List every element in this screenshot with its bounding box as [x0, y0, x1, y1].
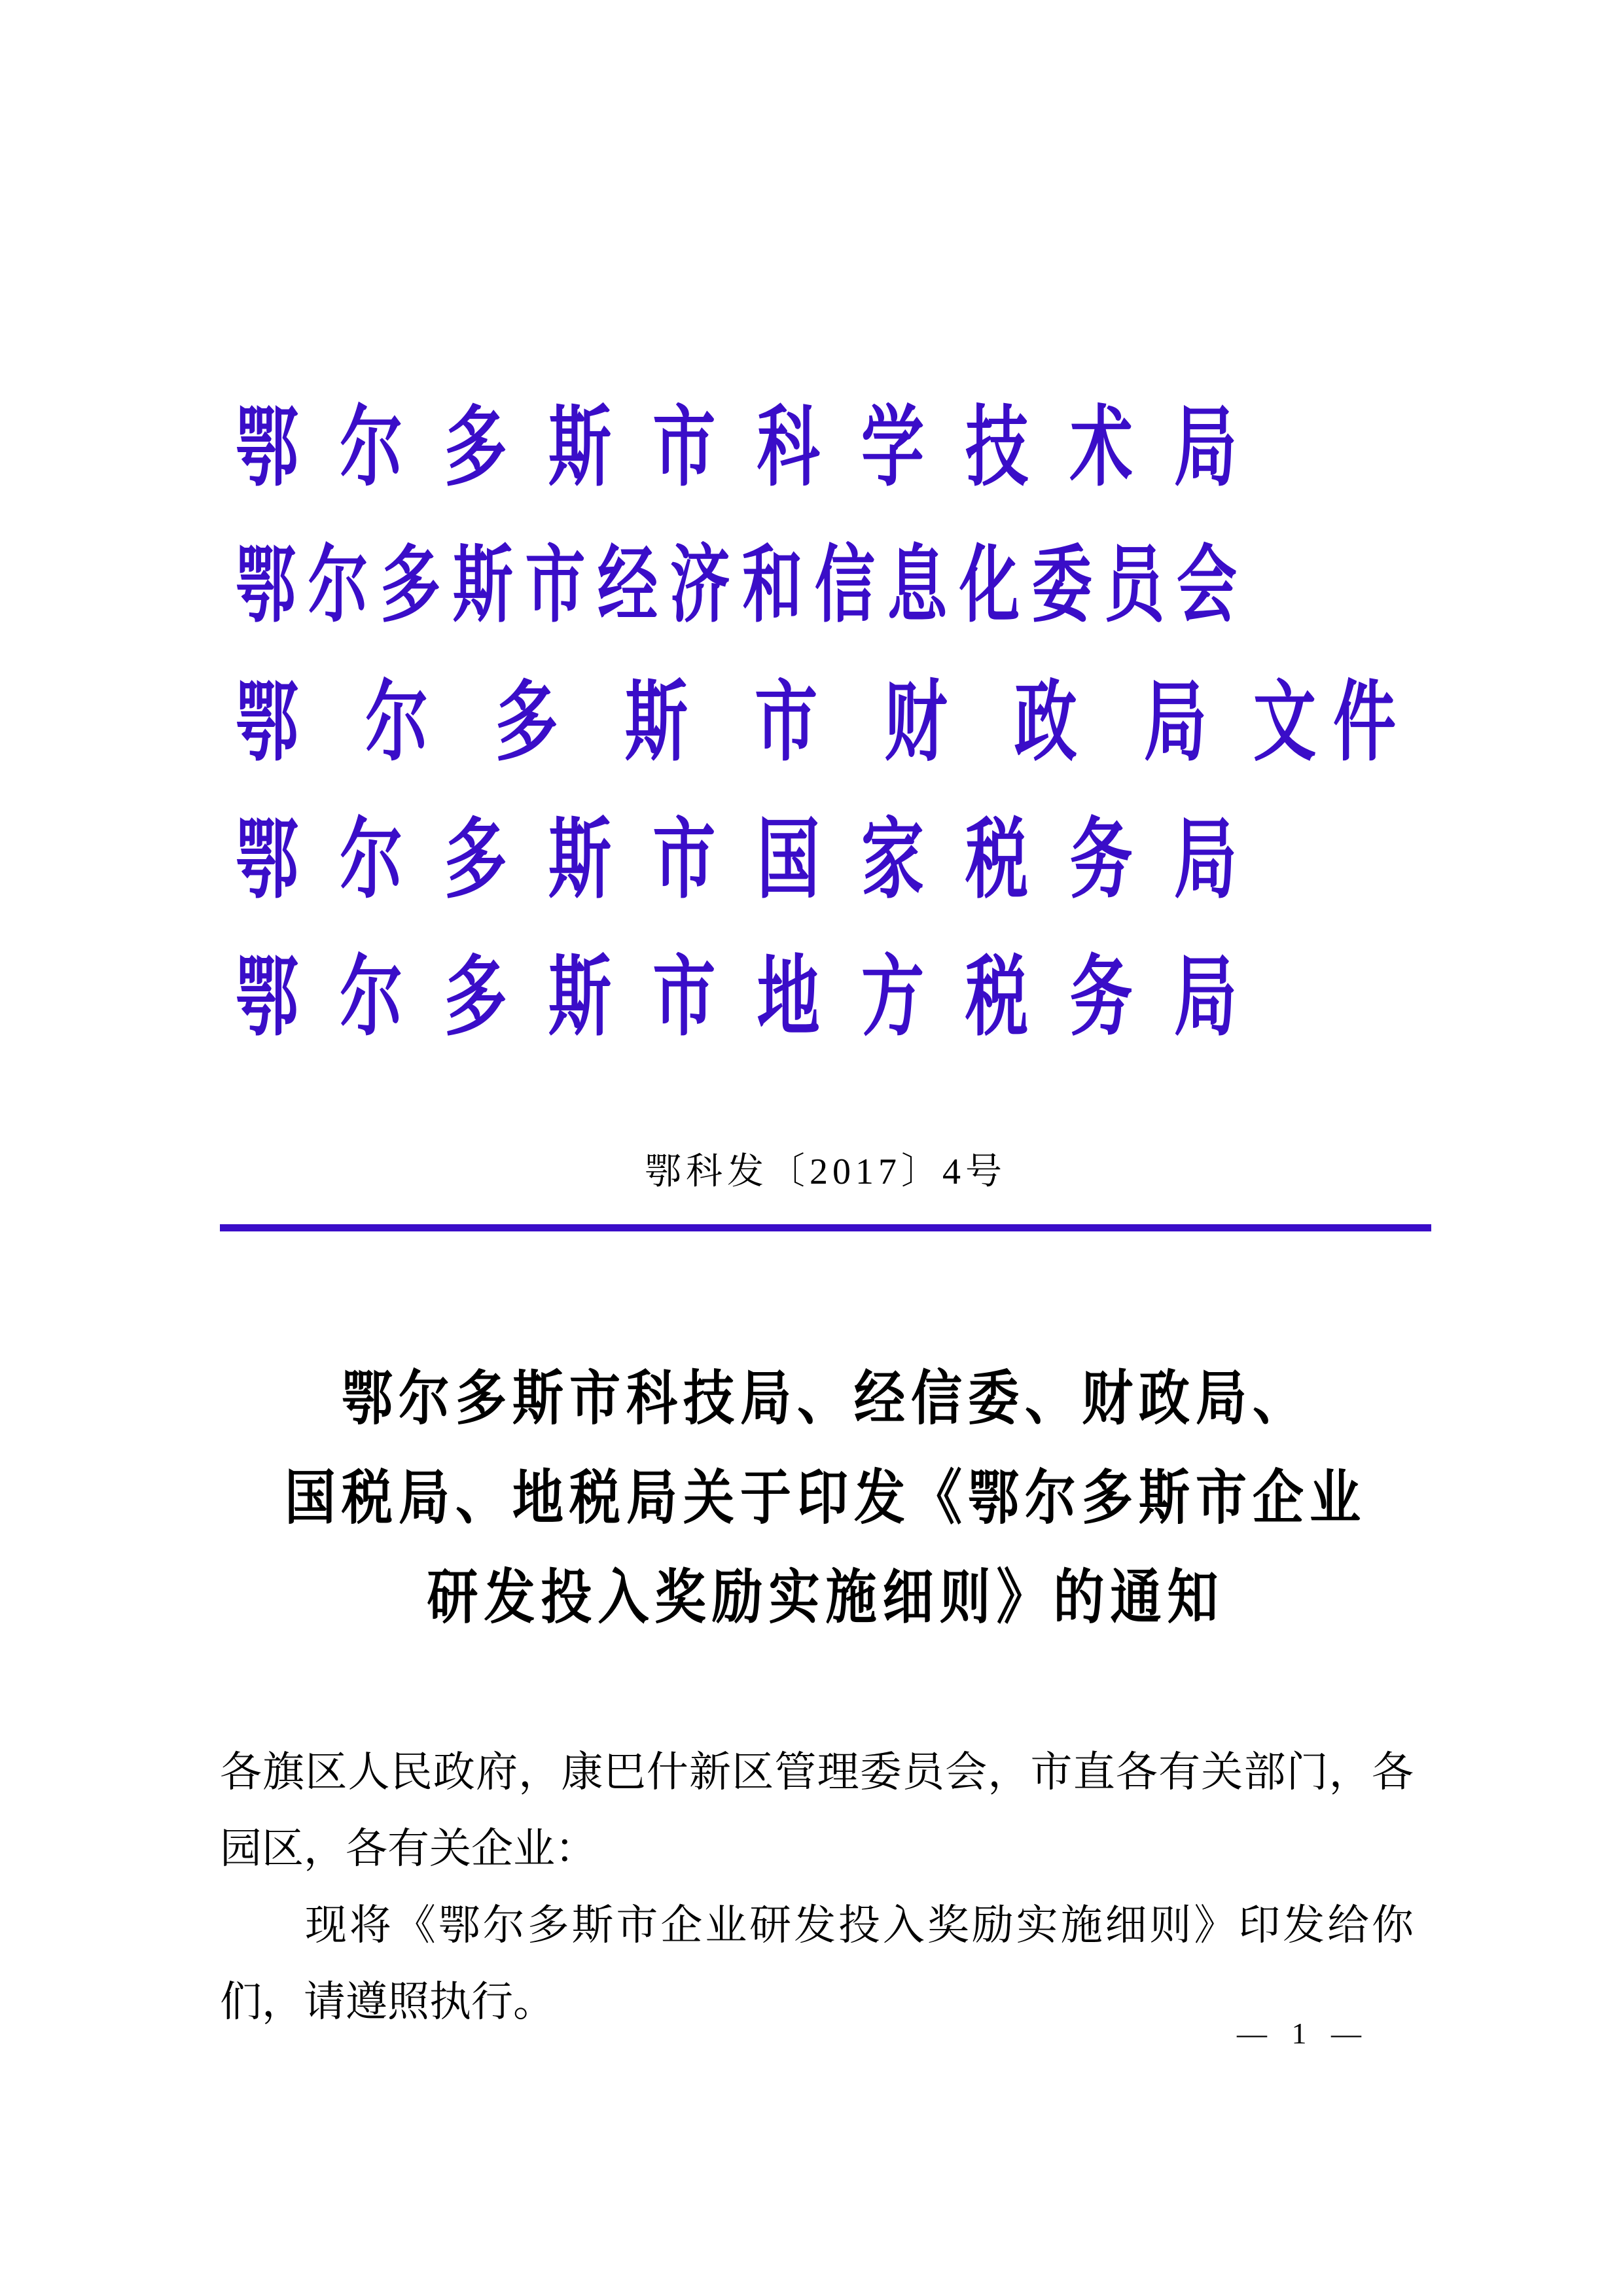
letterhead-agency-name [236, 673, 1207, 772]
letterhead-char: 市 [525, 539, 586, 633]
notice-title-line-3: 研发投入奖励实施细则》的通知 [427, 1564, 1224, 1631]
body-line-instruction-2: 们，请遵照执行。 [220, 1979, 555, 2025]
letterhead-char: 尔 [365, 673, 429, 772]
letterhead-char: 方 [861, 948, 924, 1047]
letterhead-char: 局 [1143, 673, 1207, 772]
letterhead-char: 息 [887, 539, 948, 633]
notice-title [220, 1365, 1431, 1671]
letterhead-char: 员 [1104, 539, 1165, 633]
letterhead-line-state-tax-bureau [236, 811, 1237, 910]
letterhead-line-local-tax-bureau [236, 948, 1237, 1047]
letterhead-char: 鄂 [236, 398, 298, 497]
letterhead-char: 市 [652, 948, 716, 1047]
letterhead-char: 局 [1173, 948, 1237, 1047]
letterhead-char: 技 [965, 398, 1029, 497]
notice-title-line-1: 鄂尔多斯市科技局、经信委、财政局、 [341, 1365, 1310, 1432]
letterhead-char: 多 [444, 398, 507, 497]
notice-body [220, 1734, 1414, 2040]
letterhead-char: 斯 [548, 811, 611, 910]
letterhead-char: 斯 [624, 673, 688, 772]
letterhead-char: 尔 [340, 811, 403, 910]
letterhead-char: 斯 [548, 398, 611, 497]
letterhead-line-finance-bureau [236, 673, 1407, 772]
letterhead-char: 尔 [340, 948, 403, 1047]
letterhead-document-suffix [1253, 673, 1396, 772]
letterhead-char: 市 [652, 398, 716, 497]
letterhead-char: 多 [495, 673, 558, 772]
letterhead-char: 税 [965, 811, 1029, 910]
letterhead-line-economy-information-commission [236, 539, 1237, 633]
letterhead-char: 政 [1014, 673, 1077, 772]
letterhead-char: 市 [755, 673, 818, 772]
letterhead-char: 局 [1173, 398, 1237, 497]
letterhead-char: 务 [1069, 948, 1133, 1047]
letterhead-char: 家 [861, 811, 924, 910]
letterhead-char: 鄂 [236, 539, 296, 633]
letterhead [236, 398, 1407, 1104]
letterhead-char: 税 [965, 948, 1029, 1047]
letterhead-char: 市 [652, 811, 716, 910]
letterhead-char: 委 [1031, 539, 1092, 633]
letterhead-char: 和 [742, 539, 803, 633]
letterhead-char: 会 [1176, 539, 1237, 633]
letterhead-char: 多 [444, 948, 507, 1047]
letterhead-char: 地 [757, 948, 820, 1047]
letterhead-char: 鄂 [236, 673, 298, 772]
letterhead-char: 经 [597, 539, 658, 633]
letterhead-char: 斯 [548, 948, 611, 1047]
letterhead-char: 局 [1173, 811, 1237, 910]
letterhead-char: 术 [1069, 398, 1133, 497]
body-line-recipients-1: 各旗区人民政府，康巴什新区管理委员会，市直各有关部门，各 [220, 1749, 1414, 1795]
letterhead-char: 济 [669, 539, 730, 633]
letterhead-char: 信 [814, 539, 875, 633]
letterhead-char: 多 [380, 539, 441, 633]
letterhead-char: 尔 [340, 398, 403, 497]
notice-title-line-2: 国税局、地税局关于印发《鄂尔多斯市企业 [284, 1464, 1366, 1531]
page-number: — 1 — [1237, 2017, 1361, 2050]
document-number: 鄂科发〔2017〕4号 [645, 1152, 1007, 1192]
letterhead-divider-rule [220, 1224, 1431, 1231]
letterhead-char: 学 [861, 398, 924, 497]
letterhead-char: 科 [757, 398, 820, 497]
letterhead-char: 务 [1069, 811, 1133, 910]
body-line-recipients-2: 园区，各有关企业： [220, 1826, 597, 1872]
letterhead-char: 化 [959, 539, 1020, 633]
letterhead-char: 国 [757, 811, 820, 910]
letterhead-line-science-tech-bureau [236, 398, 1237, 497]
letterhead-char: 鄂 [236, 948, 298, 1047]
letterhead-char: 斯 [452, 539, 513, 633]
letterhead-char: 件 [1333, 673, 1396, 772]
letterhead-char: 财 [884, 673, 948, 772]
letterhead-char: 鄂 [236, 811, 298, 910]
letterhead-char: 尔 [308, 539, 368, 633]
letterhead-char: 文 [1253, 673, 1316, 772]
body-line-instruction-1: 现将《鄂尔多斯市企业研发投入奖励实施细则》印发给你 [305, 1902, 1414, 1949]
letterhead-char: 多 [444, 811, 507, 910]
